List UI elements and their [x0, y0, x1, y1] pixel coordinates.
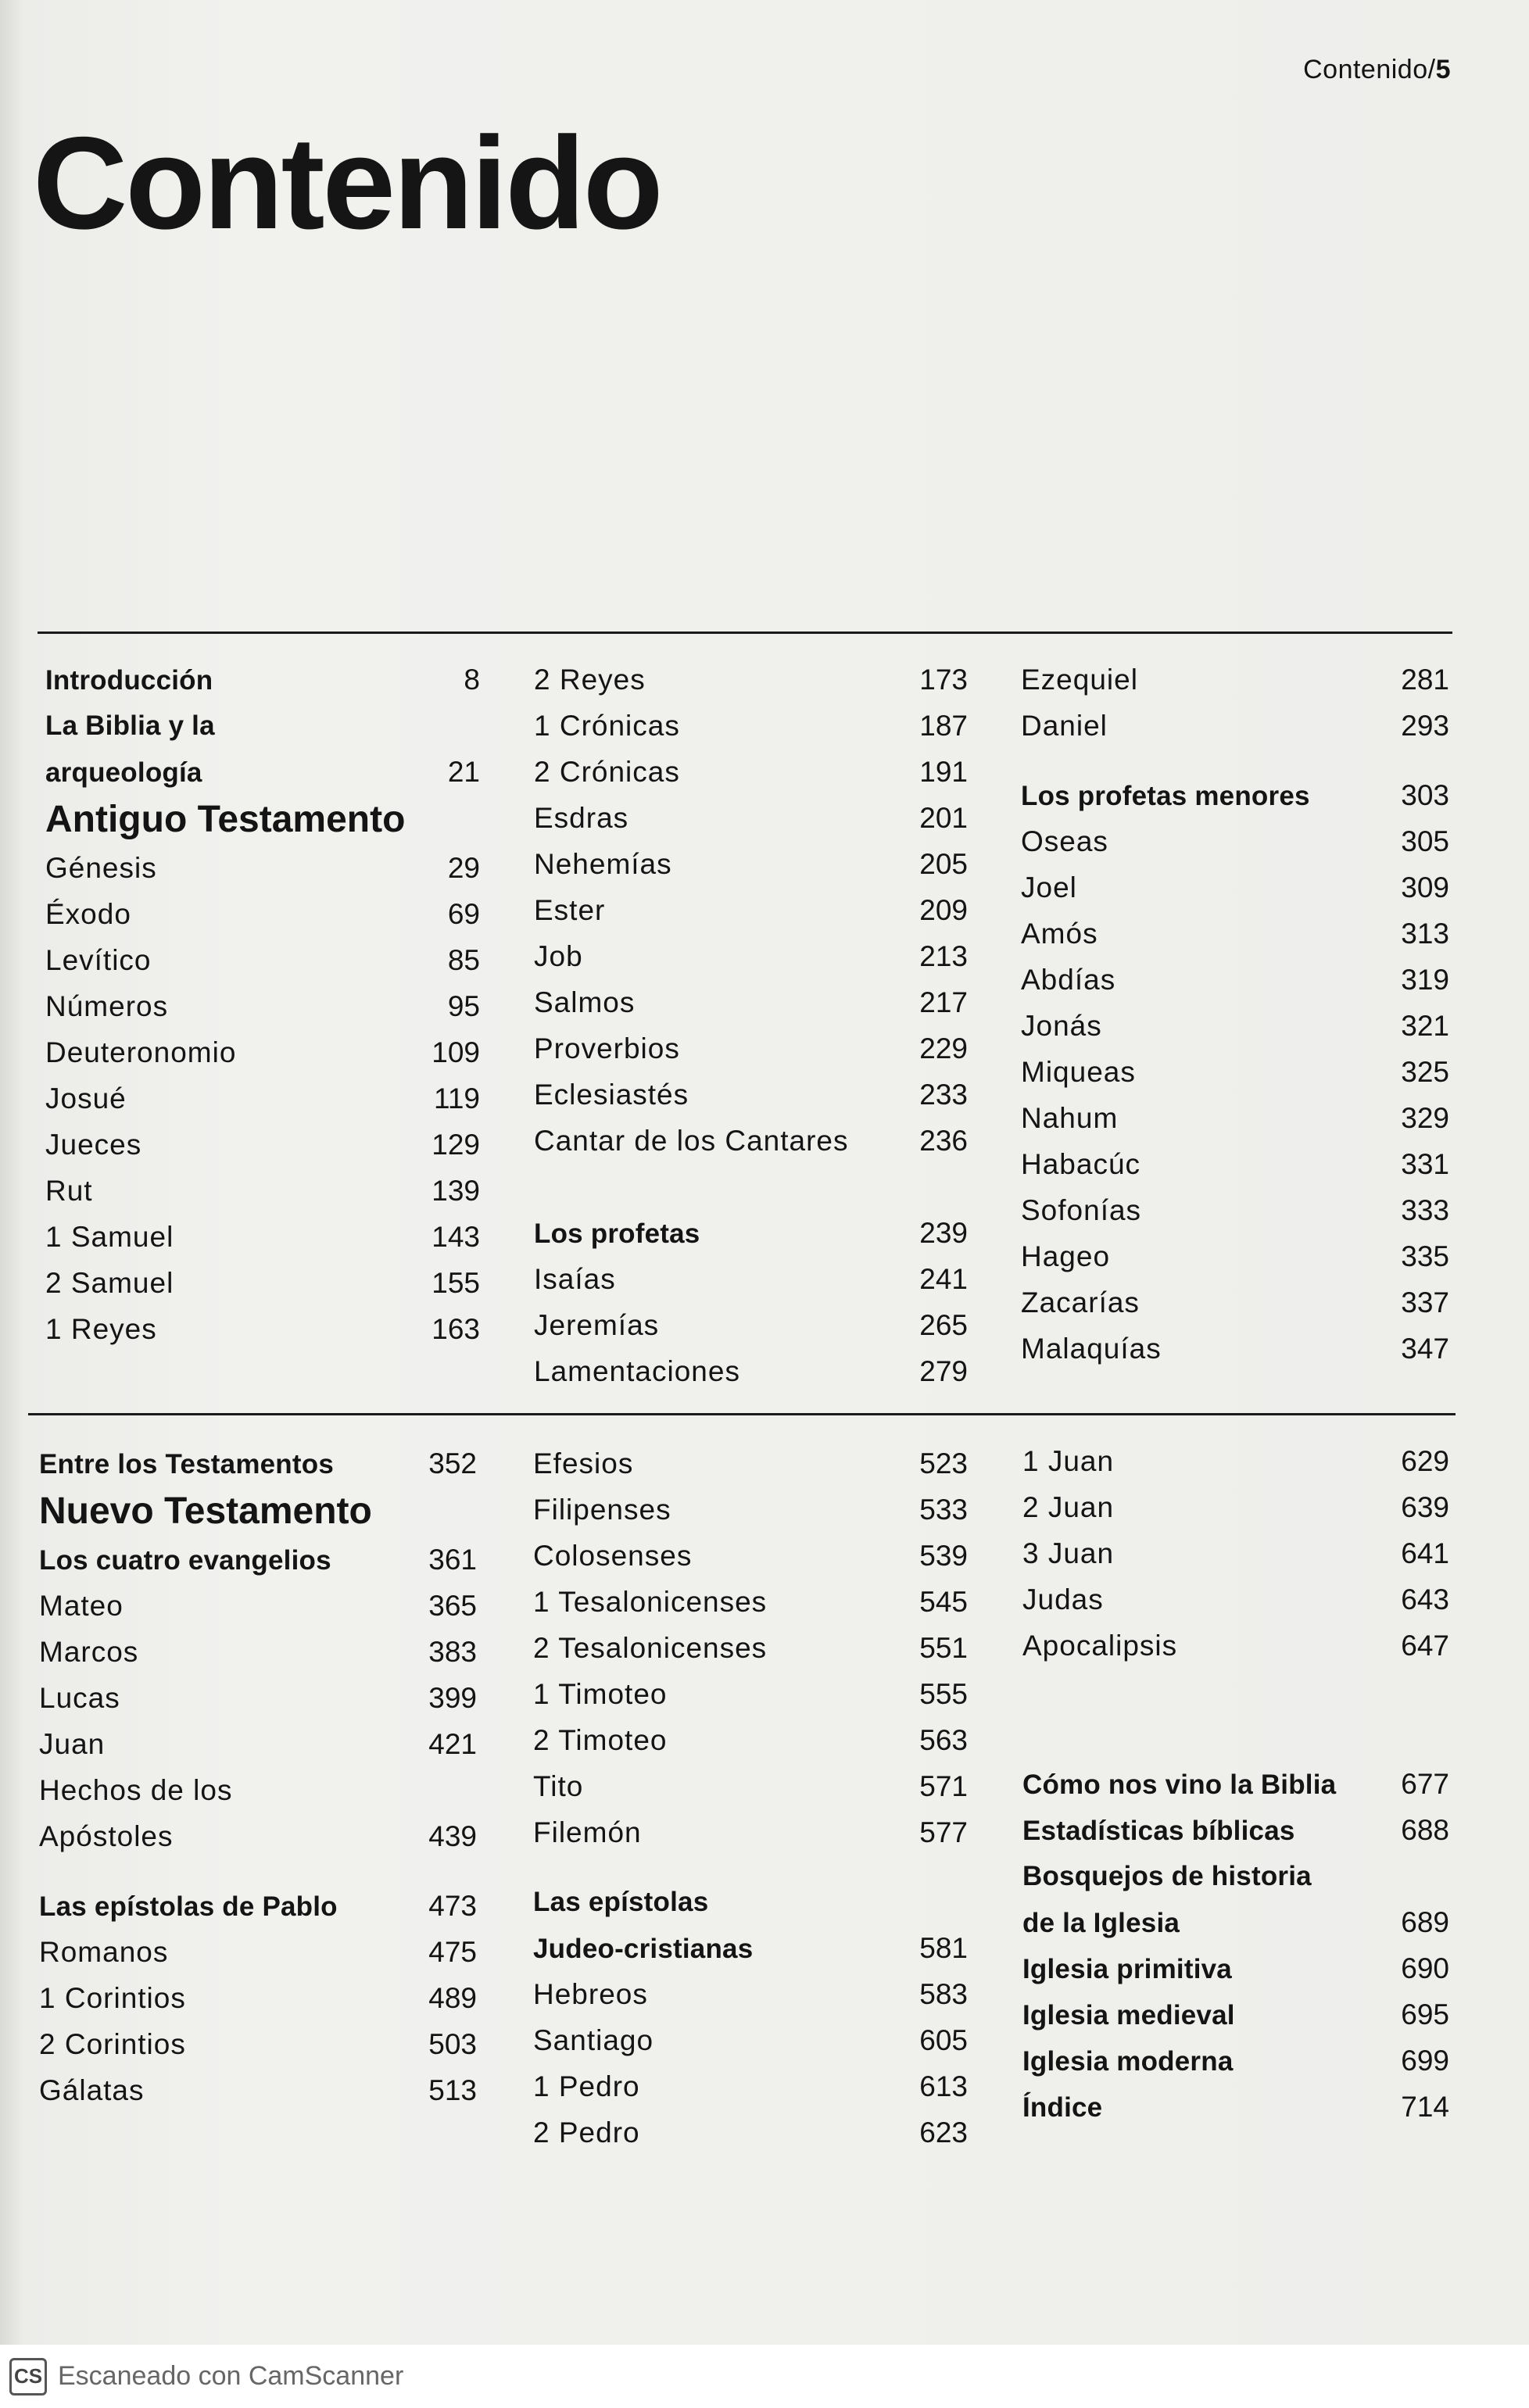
- toc-entry-page: 331: [1401, 1148, 1449, 1180]
- toc-entry-page: 139: [431, 1175, 480, 1207]
- toc-entry-page: 313: [1401, 918, 1449, 950]
- toc-entry-title: Filemón: [533, 1816, 642, 1848]
- toc-entry-page: 623: [919, 2116, 968, 2149]
- toc-entry-page: 545: [919, 1586, 968, 1618]
- toc-entry-page: 163: [431, 1313, 480, 1345]
- toc-entry-title: Habacúc: [1021, 1148, 1141, 1180]
- top-divider: [38, 632, 1452, 634]
- toc-entry-page: 613: [919, 2070, 968, 2102]
- toc-entry: [39, 1675, 477, 1721]
- toc-entry-page: 241: [919, 1263, 968, 1295]
- toc-entry-page: 513: [428, 2074, 477, 2106]
- toc-entry-title: 2 Samuel: [45, 1267, 174, 1299]
- toc-entry-title: Zacarías: [1021, 1286, 1140, 1318]
- toc-entry-title: Las epístolas de Pablo: [39, 1891, 338, 1922]
- toc-entry-title: Filipenses: [533, 1494, 671, 1526]
- toc-entry-page: 539: [919, 1540, 968, 1572]
- toc-entry-title: Los profetas menores: [1021, 781, 1310, 811]
- toc-entry: [533, 1579, 968, 1625]
- toc-entry: [1022, 1438, 1449, 1484]
- toc-entry: [1021, 1095, 1449, 1141]
- toc-entry-page: 321: [1401, 1010, 1449, 1042]
- toc-entry-title: Colosenses: [533, 1540, 693, 1572]
- toc-entry-title: Sofonías: [1021, 1194, 1142, 1226]
- toc-entry: [1021, 1049, 1449, 1095]
- toc-entry: [533, 1809, 968, 1855]
- toc-entry-page: 581: [919, 1932, 968, 1964]
- toc-entry-title: Santiago: [533, 2024, 654, 2056]
- toc-entry-page: 365: [428, 1590, 477, 1622]
- toc-entry-title: Gálatas: [39, 2074, 145, 2106]
- toc-entry: [534, 657, 968, 703]
- toc-entry: [1022, 1761, 1449, 1807]
- toc-entry-title: Judeo-cristianas: [533, 1934, 754, 1964]
- toc-entry: [1021, 1003, 1449, 1049]
- toc-entry: [534, 1302, 968, 1348]
- toc-entry: [534, 1210, 968, 1256]
- toc-entry: [1021, 1141, 1449, 1187]
- toc-entry-title: 2 Crónicas: [534, 756, 680, 788]
- toc-entry-title: Las epístolas: [533, 1887, 709, 1917]
- toc-entry-title: 1 Corintios: [39, 1982, 186, 2014]
- toc-entry-title: Amós: [1021, 918, 1098, 950]
- toc-entry-page: 583: [919, 1978, 968, 2010]
- toc-entry-page: 337: [1401, 1286, 1449, 1318]
- toc-entry-title: Eclesiastés: [534, 1079, 689, 1111]
- toc-entry-page: 475: [428, 1936, 477, 1968]
- section-heading: [39, 1487, 477, 1537]
- toc-entry-page: 639: [1401, 1491, 1449, 1523]
- toc-entry-page: 155: [431, 1267, 480, 1299]
- toc-entry: [534, 1118, 968, 1164]
- toc-entry: [1022, 1530, 1449, 1576]
- toc-entry-title: Iglesia medieval: [1022, 2000, 1235, 2031]
- toc-entry-title: Nuevo Testamento: [39, 1490, 372, 1532]
- toc-entry: [534, 749, 968, 795]
- toc-entry: [534, 933, 968, 979]
- toc-entry-title: Nahum: [1021, 1102, 1119, 1134]
- toc-entry-page: 309: [1401, 871, 1449, 903]
- toc-entry: [533, 1763, 968, 1809]
- toc-entry-title: 2 Juan: [1022, 1491, 1115, 1523]
- toc-entry: [1022, 1623, 1449, 1669]
- toc-entry: [533, 2109, 968, 2156]
- toc-entry-title: Jeremías: [534, 1309, 660, 1341]
- toc-entry-page: 173: [919, 664, 968, 696]
- toc-entry-page: 361: [428, 1544, 477, 1576]
- toc-entry: [39, 2021, 477, 2067]
- toc-entry-title: 2 Pedro: [533, 2116, 640, 2149]
- toc-entry-page: 643: [1401, 1583, 1449, 1615]
- toc-entry: [45, 749, 480, 795]
- toc-entry-page: 69: [447, 898, 480, 930]
- toc-entry-title: Estadísticas bíblicas: [1022, 1816, 1295, 1846]
- toc-entry-page: 605: [919, 2024, 968, 2056]
- toc-entry: [39, 1629, 477, 1675]
- toc-entry: [533, 1925, 968, 1971]
- toc-entry-title: Índice: [1022, 2092, 1103, 2123]
- toc-entry: [45, 891, 480, 937]
- toc-entry-page: 85: [447, 944, 480, 976]
- toc-entry-page: 690: [1401, 1952, 1449, 1984]
- toc-entry-page: 489: [428, 1982, 477, 2014]
- toc-entry-title: Levítico: [45, 944, 152, 976]
- toc-entry: [45, 937, 480, 983]
- toc-entry: [39, 1583, 477, 1629]
- toc-entry: [534, 1256, 968, 1302]
- toc-entry-title: Apóstoles: [39, 1820, 174, 1852]
- toc-entry-title: Génesis: [45, 852, 157, 884]
- toc-entry: [1022, 1945, 1449, 1991]
- toc-spacer: [1022, 1669, 1449, 1715]
- toc-entry: [1021, 703, 1449, 749]
- toc-entry-title: Rut: [45, 1175, 93, 1207]
- toc-entry-title: Éxodo: [45, 898, 131, 930]
- toc-entry: [45, 1122, 480, 1168]
- toc-spacer: [534, 1164, 968, 1210]
- toc-entry-page: 143: [431, 1221, 480, 1253]
- toc-entry-page: 503: [428, 2028, 477, 2060]
- toc-entry-title: Jueces: [45, 1129, 142, 1161]
- toc-entry: [45, 845, 480, 891]
- toc-entry: [1022, 2038, 1449, 2084]
- toc-entry: [1022, 1991, 1449, 2038]
- toc-entry: [1021, 1326, 1449, 1372]
- toc-entry-page: 239: [919, 1217, 968, 1249]
- toc-entry: [1022, 1853, 1449, 1899]
- toc-entry-page: 281: [1401, 664, 1449, 696]
- toc-entry-title: Bosquejos de historia: [1022, 1861, 1312, 1891]
- toc-entry: [1022, 1899, 1449, 1945]
- toc-entry-page: 293: [1401, 710, 1449, 742]
- toc-entry-page: 577: [919, 1816, 968, 1848]
- toc-entry-title: Introducción: [45, 665, 213, 696]
- toc-entry-title: Marcos: [39, 1636, 139, 1668]
- toc-entry-title: Apocalipsis: [1022, 1630, 1178, 1662]
- toc-entry-title: Lamentaciones: [534, 1355, 740, 1387]
- toc-entry-title: 1 Crónicas: [534, 710, 680, 742]
- toc-entry: [534, 979, 968, 1025]
- toc-entry-page: 641: [1401, 1537, 1449, 1569]
- toc-column-2-top: [534, 657, 968, 1394]
- toc-spacer: [533, 1855, 968, 1879]
- camscanner-logo-icon: CS: [9, 2358, 47, 2395]
- toc-entry: [39, 1883, 477, 1929]
- toc-entry: [1022, 1576, 1449, 1623]
- toc-entry-page: 383: [428, 1636, 477, 1668]
- toc-entry-title: Malaquías: [1021, 1333, 1162, 1365]
- toc-entry-title: Ester: [534, 894, 606, 926]
- toc-entry-title: Deuteronomio: [45, 1036, 237, 1068]
- toc-entry-page: 629: [1401, 1445, 1449, 1477]
- toc-entry-title: Job: [534, 940, 583, 972]
- toc-entry: [39, 1813, 477, 1859]
- toc-entry-title: Iglesia primitiva: [1022, 1954, 1232, 1984]
- toc-column-1-bottom: [39, 1440, 477, 2113]
- toc-entry-page: 129: [431, 1129, 480, 1161]
- toc-entry-page: 279: [919, 1355, 968, 1387]
- toc-entry: [534, 703, 968, 749]
- toc-entry-page: 325: [1401, 1056, 1449, 1088]
- toc-entry: [1021, 818, 1449, 864]
- toc-entry-page: 352: [428, 1447, 477, 1480]
- toc-entry: [533, 1671, 968, 1717]
- toc-entry-page: 571: [919, 1770, 968, 1802]
- toc-entry-page: 689: [1401, 1906, 1449, 1938]
- toc-entry-page: 233: [919, 1079, 968, 1111]
- toc-entry-title: Cómo nos vino la Biblia: [1022, 1769, 1337, 1800]
- toc-entry-page: 8: [464, 664, 480, 696]
- toc-entry-title: 3 Juan: [1022, 1537, 1115, 1569]
- toc-entry-title: de la Iglesia: [1022, 1908, 1180, 1938]
- toc-entry-page: 647: [1401, 1630, 1449, 1662]
- toc-entry-title: Tito: [533, 1770, 584, 1802]
- toc-entry: [45, 1075, 480, 1122]
- toc-entry: [534, 841, 968, 887]
- toc-entry-page: 347: [1401, 1333, 1449, 1365]
- toc-entry-page: 319: [1401, 964, 1449, 996]
- toc-entry-page: 205: [919, 848, 968, 880]
- toc-entry-title: Hageo: [1021, 1240, 1111, 1272]
- scanner-footer: [0, 2345, 1529, 2408]
- toc-entry-title: Oseas: [1021, 825, 1108, 857]
- toc-entry: [45, 1029, 480, 1075]
- toc-entry-page: 677: [1401, 1768, 1449, 1800]
- toc-entry: [1021, 957, 1449, 1003]
- toc-entry-title: 1 Juan: [1022, 1445, 1115, 1477]
- toc-entry: [45, 703, 480, 749]
- toc-entry-page: 201: [919, 802, 968, 834]
- toc-entry-title: Cantar de los Cantares: [534, 1125, 849, 1157]
- toc-entry-page: 335: [1401, 1240, 1449, 1272]
- toc-entry-page: 688: [1401, 1814, 1449, 1846]
- toc-entry: [534, 887, 968, 933]
- toc-entry-title: 1 Tesalonicenses: [533, 1586, 768, 1618]
- toc-entry: [1021, 772, 1449, 818]
- toc-spacer: [39, 1859, 477, 1883]
- toc-entry: [1021, 1187, 1449, 1233]
- toc-entry: [1021, 1279, 1449, 1326]
- toc-entry: [45, 1168, 480, 1214]
- toc-entry-title: Los profetas: [534, 1218, 700, 1249]
- toc-entry: [39, 2067, 477, 2113]
- toc-entry-title: Iglesia moderna: [1022, 2046, 1234, 2077]
- toc-entry-title: Hebreos: [533, 1978, 648, 2010]
- toc-entry: [1021, 1233, 1449, 1279]
- toc-entry-page: 213: [919, 940, 968, 972]
- running-header-section: Contenido/: [1303, 55, 1436, 84]
- toc-entry-page: 695: [1401, 1998, 1449, 2031]
- toc-entry-page: 217: [919, 986, 968, 1018]
- toc-entry-title: 2 Timoteo: [533, 1724, 668, 1756]
- toc-entry: [533, 1971, 968, 2017]
- toc-entry-page: 265: [919, 1309, 968, 1341]
- toc-entry: [45, 983, 480, 1029]
- toc-entry: [533, 1879, 968, 1925]
- toc-column-3-bottom: [1022, 1438, 1449, 2130]
- toc-entry-page: 399: [428, 1682, 477, 1714]
- toc-entry-title: Romanos: [39, 1936, 169, 1968]
- toc-entry-page: 21: [447, 756, 480, 788]
- toc-entry-page: 329: [1401, 1102, 1449, 1134]
- toc-entry-title: 1 Reyes: [45, 1313, 157, 1345]
- toc-entry-title: Mateo: [39, 1590, 124, 1622]
- toc-entry: [533, 1533, 968, 1579]
- toc-entry-title: Josué: [45, 1082, 127, 1115]
- toc-entry-title: Antiguo Testamento: [45, 799, 406, 840]
- toc-entry-title: Daniel: [1021, 710, 1108, 742]
- toc-entry-page: 699: [1401, 2045, 1449, 2077]
- toc-entry: [534, 1072, 968, 1118]
- toc-entry-title: Proverbios: [534, 1032, 680, 1064]
- toc-entry: [533, 1487, 968, 1533]
- toc-entry-title: arqueología: [45, 757, 202, 788]
- toc-entry-title: 1 Pedro: [533, 2070, 640, 2102]
- toc-entry: [534, 1348, 968, 1394]
- toc-entry: [45, 1306, 480, 1352]
- toc-column-2-bottom: [533, 1440, 968, 2156]
- toc-entry-page: 187: [919, 710, 968, 742]
- toc-entry-page: 305: [1401, 825, 1449, 857]
- toc-entry-title: 1 Timoteo: [533, 1678, 668, 1710]
- toc-entry: [1021, 657, 1449, 703]
- toc-entry-page: 523: [919, 1447, 968, 1480]
- toc-entry: [533, 1625, 968, 1671]
- toc-entry-page: 533: [919, 1494, 968, 1526]
- toc-entry: [45, 1260, 480, 1306]
- toc-entry-page: 303: [1401, 779, 1449, 811]
- toc-entry: [533, 2017, 968, 2063]
- toc-entry-page: 439: [428, 1820, 477, 1852]
- toc-entry-page: 555: [919, 1678, 968, 1710]
- toc-entry: [533, 1717, 968, 1763]
- toc-entry-page: 95: [447, 990, 480, 1022]
- toc-entry: [1021, 911, 1449, 957]
- toc-entry-title: Juan: [39, 1728, 106, 1760]
- toc-entry-title: 1 Samuel: [45, 1221, 174, 1253]
- toc-entry-page: 714: [1401, 2091, 1449, 2123]
- toc-entry-title: Abdías: [1021, 964, 1116, 996]
- toc-entry: [45, 1214, 480, 1260]
- toc-spacer: [1022, 1715, 1449, 1761]
- toc-entry-page: 473: [428, 1890, 477, 1922]
- toc-entry-title: Judas: [1022, 1583, 1104, 1615]
- toc-entry-page: 29: [447, 852, 480, 884]
- toc-entry-title: Esdras: [534, 802, 629, 834]
- middle-divider: [28, 1413, 1456, 1415]
- toc-column-3-top: [1021, 657, 1449, 1372]
- toc-entry: [533, 1440, 968, 1487]
- toc-entry-title: Ezequiel: [1021, 664, 1138, 696]
- toc-entry-title: 2 Reyes: [534, 664, 646, 696]
- toc-entry: [39, 1440, 477, 1487]
- running-header: [1303, 55, 1451, 85]
- scanner-footer-text: Escaneado con CamScanner: [58, 2361, 404, 2391]
- toc-entry-title: Entre los Testamentos: [39, 1449, 334, 1480]
- toc-entry: [1021, 864, 1449, 911]
- toc-entry: [39, 1975, 477, 2021]
- toc-entry-page: 236: [919, 1125, 968, 1157]
- toc-entry-title: Jonás: [1021, 1010, 1102, 1042]
- page-number: 5: [1435, 55, 1451, 84]
- toc-entry: [1022, 2084, 1449, 2130]
- toc-entry: [1022, 1484, 1449, 1530]
- toc-entry-title: Salmos: [534, 986, 636, 1018]
- toc-entry-title: 2 Tesalonicenses: [533, 1632, 768, 1664]
- toc-entry: [1022, 1807, 1449, 1853]
- toc-entry: [45, 657, 480, 703]
- toc-entry-page: 421: [428, 1728, 477, 1760]
- toc-column-1-top: [45, 657, 480, 1352]
- toc-entry-page: 563: [919, 1724, 968, 1756]
- toc-entry-title: Isaías: [534, 1263, 616, 1295]
- toc-entry-title: Efesios: [533, 1447, 634, 1480]
- toc-entry-title: Miqueas: [1021, 1056, 1136, 1088]
- toc-entry: [39, 1767, 477, 1813]
- toc-entry-page: 119: [434, 1082, 480, 1115]
- toc-entry: [534, 795, 968, 841]
- toc-entry-title: La Biblia y la: [45, 710, 215, 741]
- toc-entry: [39, 1537, 477, 1583]
- toc-entry-page: 333: [1401, 1194, 1449, 1226]
- section-heading: [45, 795, 480, 845]
- toc-entry-page: 229: [919, 1032, 968, 1064]
- toc-entry-title: Números: [45, 990, 169, 1022]
- toc-entry: [533, 2063, 968, 2109]
- toc-entry-title: Lucas: [39, 1682, 120, 1714]
- toc-entry-title: Hechos de los: [39, 1774, 233, 1806]
- toc-entry-page: 191: [919, 756, 968, 788]
- toc-entry-page: 209: [919, 894, 968, 926]
- toc-entry-page: 109: [431, 1036, 480, 1068]
- toc-entry: [39, 1929, 477, 1975]
- toc-entry-title: Los cuatro evangelios: [39, 1545, 331, 1576]
- toc-entry-title: Nehemías: [534, 848, 672, 880]
- page-title: Contenido: [33, 109, 661, 256]
- toc-entry-page: 551: [919, 1632, 968, 1664]
- toc-entry-title: 2 Corintios: [39, 2028, 186, 2060]
- toc-entry: [39, 1721, 477, 1767]
- toc-spacer: [1021, 749, 1449, 772]
- toc-entry: [534, 1025, 968, 1072]
- toc-entry-title: Joel: [1021, 871, 1077, 903]
